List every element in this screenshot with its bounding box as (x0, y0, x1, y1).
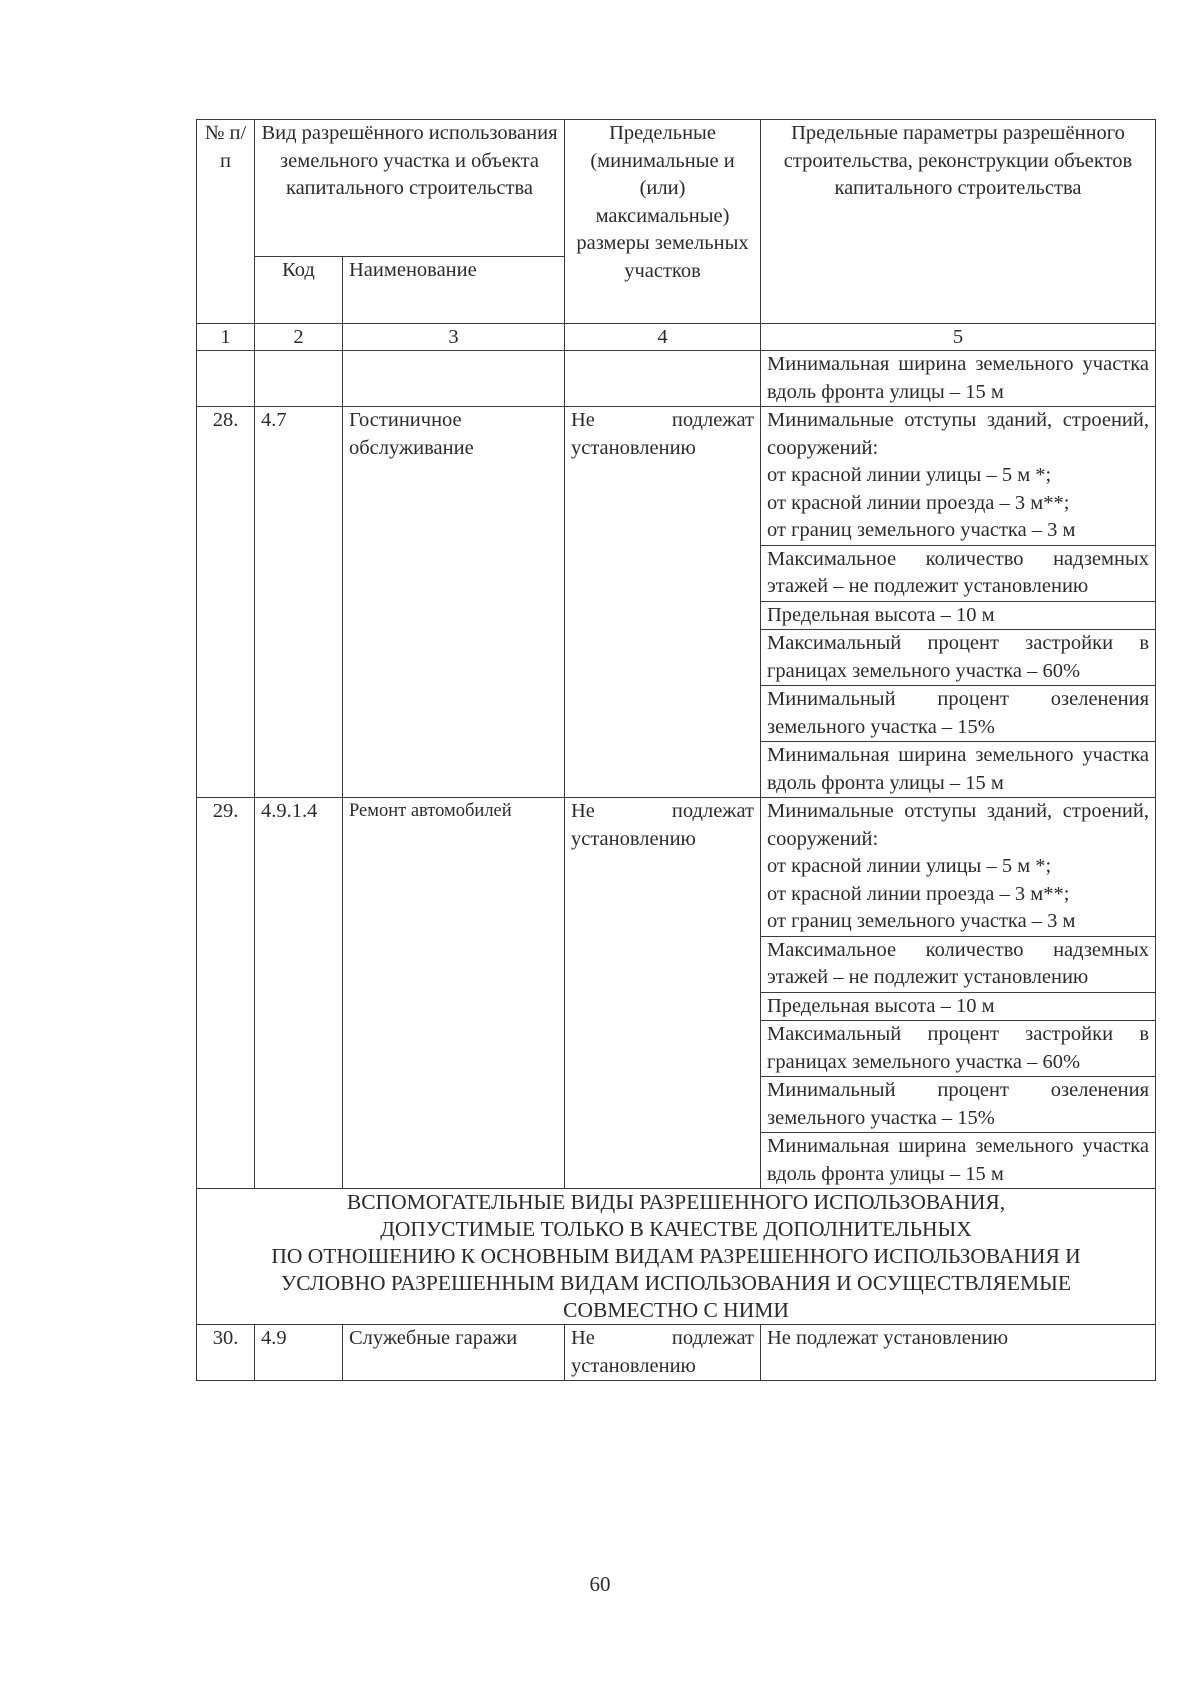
header-group: Вид разрешённого использования земельного участка и объекта капитального строительства (255, 120, 565, 257)
section-line: ВСПОМОГАТЕЛЬНЫЕ ВИДЫ РАЗРЕШЕННОГО ИСПОЛЬЗОВАНИЯ, (346, 1190, 1006, 1214)
row-code: 4.9.1.4 (255, 798, 343, 1189)
index-cell: 3 (343, 324, 565, 351)
index-cell: 2 (255, 324, 343, 351)
param-text: от красной линии проезда – 3 м**; (767, 882, 1070, 905)
page-number: 60 (589, 1572, 611, 1596)
header-code: Код (255, 257, 343, 324)
row-number: 28. (197, 407, 255, 798)
param-floors: Максимальное количество надземных этажей – не подлежит установлению (761, 546, 1155, 602)
section-line: СОВМЕСТНО С НИМИ (563, 1298, 789, 1322)
param-coverage: Максимальный процент застройки в границах земельного участка – 60% (761, 1021, 1155, 1077)
section-heading (197, 1189, 1156, 1325)
empty-cell (197, 351, 255, 407)
param-text: от красной линии улицы – 5 м *; (767, 464, 1052, 486)
row-params (761, 798, 1156, 1189)
header-name: Наименование (343, 257, 565, 324)
param-text: Минимальные отступы зданий, строений, сооружений: (767, 409, 1149, 459)
section-heading-row (197, 1189, 1156, 1325)
row-name: Служебные гаражи (343, 1325, 565, 1381)
param-greenery: Минимальный процент озеленения земельного участка – 15% (761, 1077, 1155, 1133)
land-use-table (196, 119, 1156, 1381)
row-name: Ремонт автомобилей (343, 798, 565, 1189)
row-size: Не подлежат установлению (565, 798, 761, 1189)
row-name: Гостиничное обслуживание (343, 407, 565, 798)
param-height: Предельная высота – 10 м (761, 602, 1155, 631)
row-size: Не подлежат установлению (565, 407, 761, 798)
empty-cell (343, 351, 565, 407)
param-greenery: Минимальный процент озеленения земельного участка – 15% (761, 686, 1155, 742)
header-params: Предельные параметры разрешённого строительства, реконструкции объектов капитального строительства (761, 120, 1156, 324)
empty-cell (565, 351, 761, 407)
row-params: Не подлежат установлению (761, 1325, 1156, 1381)
index-cell: 1 (197, 324, 255, 351)
param-width: Минимальная ширина земельного участка вдоль фронта улицы – 15 м (767, 744, 1149, 794)
header-size: Предельные (минимальные и (или) максимальные) размеры земельных участков (565, 120, 761, 324)
header-num: № п/п (197, 120, 255, 324)
row-code: 4.9 (255, 1325, 343, 1381)
index-cell: 4 (565, 324, 761, 351)
row-code: 4.7 (255, 407, 343, 798)
param-text: от красной линии улицы – 5 м *; (767, 855, 1052, 877)
row-size: Не подлежат установлению (565, 1325, 761, 1381)
param-text: Минимальные отступы зданий, строений, сооружений: (767, 800, 1149, 850)
section-line: УСЛОВНО РАЗРЕШЕННЫМ ВИДАМ ИСПОЛЬЗОВАНИЯ И ОСУЩЕСТВЛЯЕМЫЕ (280, 1271, 1071, 1295)
row-number: 29. (197, 798, 255, 1189)
param-width: Минимальная ширина земельного участка вдоль фронта улицы – 15 м (767, 1135, 1149, 1185)
empty-cell (255, 351, 343, 407)
table-row-29 (197, 798, 1156, 1189)
param-setbacks (761, 407, 1155, 546)
param-floors: Максимальное количество надземных этажей – не подлежит установлению (761, 937, 1155, 993)
param-height: Предельная высота – 10 м (761, 993, 1155, 1022)
cont-param: Минимальная ширина земельного участка вдоль фронта улицы – 15 м (761, 351, 1156, 407)
index-cell: 5 (761, 324, 1156, 351)
header-row-top (197, 120, 1156, 257)
row-params (761, 407, 1156, 798)
param-text: от границ земельного участка – 3 м (767, 910, 1076, 932)
continuation-row (197, 351, 1156, 407)
row-number: 30. (197, 1325, 255, 1381)
index-row (197, 324, 1156, 351)
section-line: ПО ОТНОШЕНИЮ К ОСНОВНЫМ ВИДАМ РАЗРЕШЕННОГО ИСПОЛЬЗОВАНИЯ И (271, 1244, 1081, 1268)
param-text: от красной линии проезда – 3 м**; (767, 491, 1070, 514)
param-coverage: Максимальный процент застройки в границах земельного участка – 60% (761, 630, 1155, 686)
section-line: ДОПУСТИМЫЕ ТОЛЬКО В КАЧЕСТВЕ ДОПОЛНИТЕЛЬНЫХ (380, 1217, 972, 1241)
table-row-30 (197, 1325, 1156, 1381)
table-row-28 (197, 407, 1156, 798)
param-setbacks (761, 798, 1155, 937)
param-text: от границ земельного участка – 3 м (767, 519, 1076, 541)
